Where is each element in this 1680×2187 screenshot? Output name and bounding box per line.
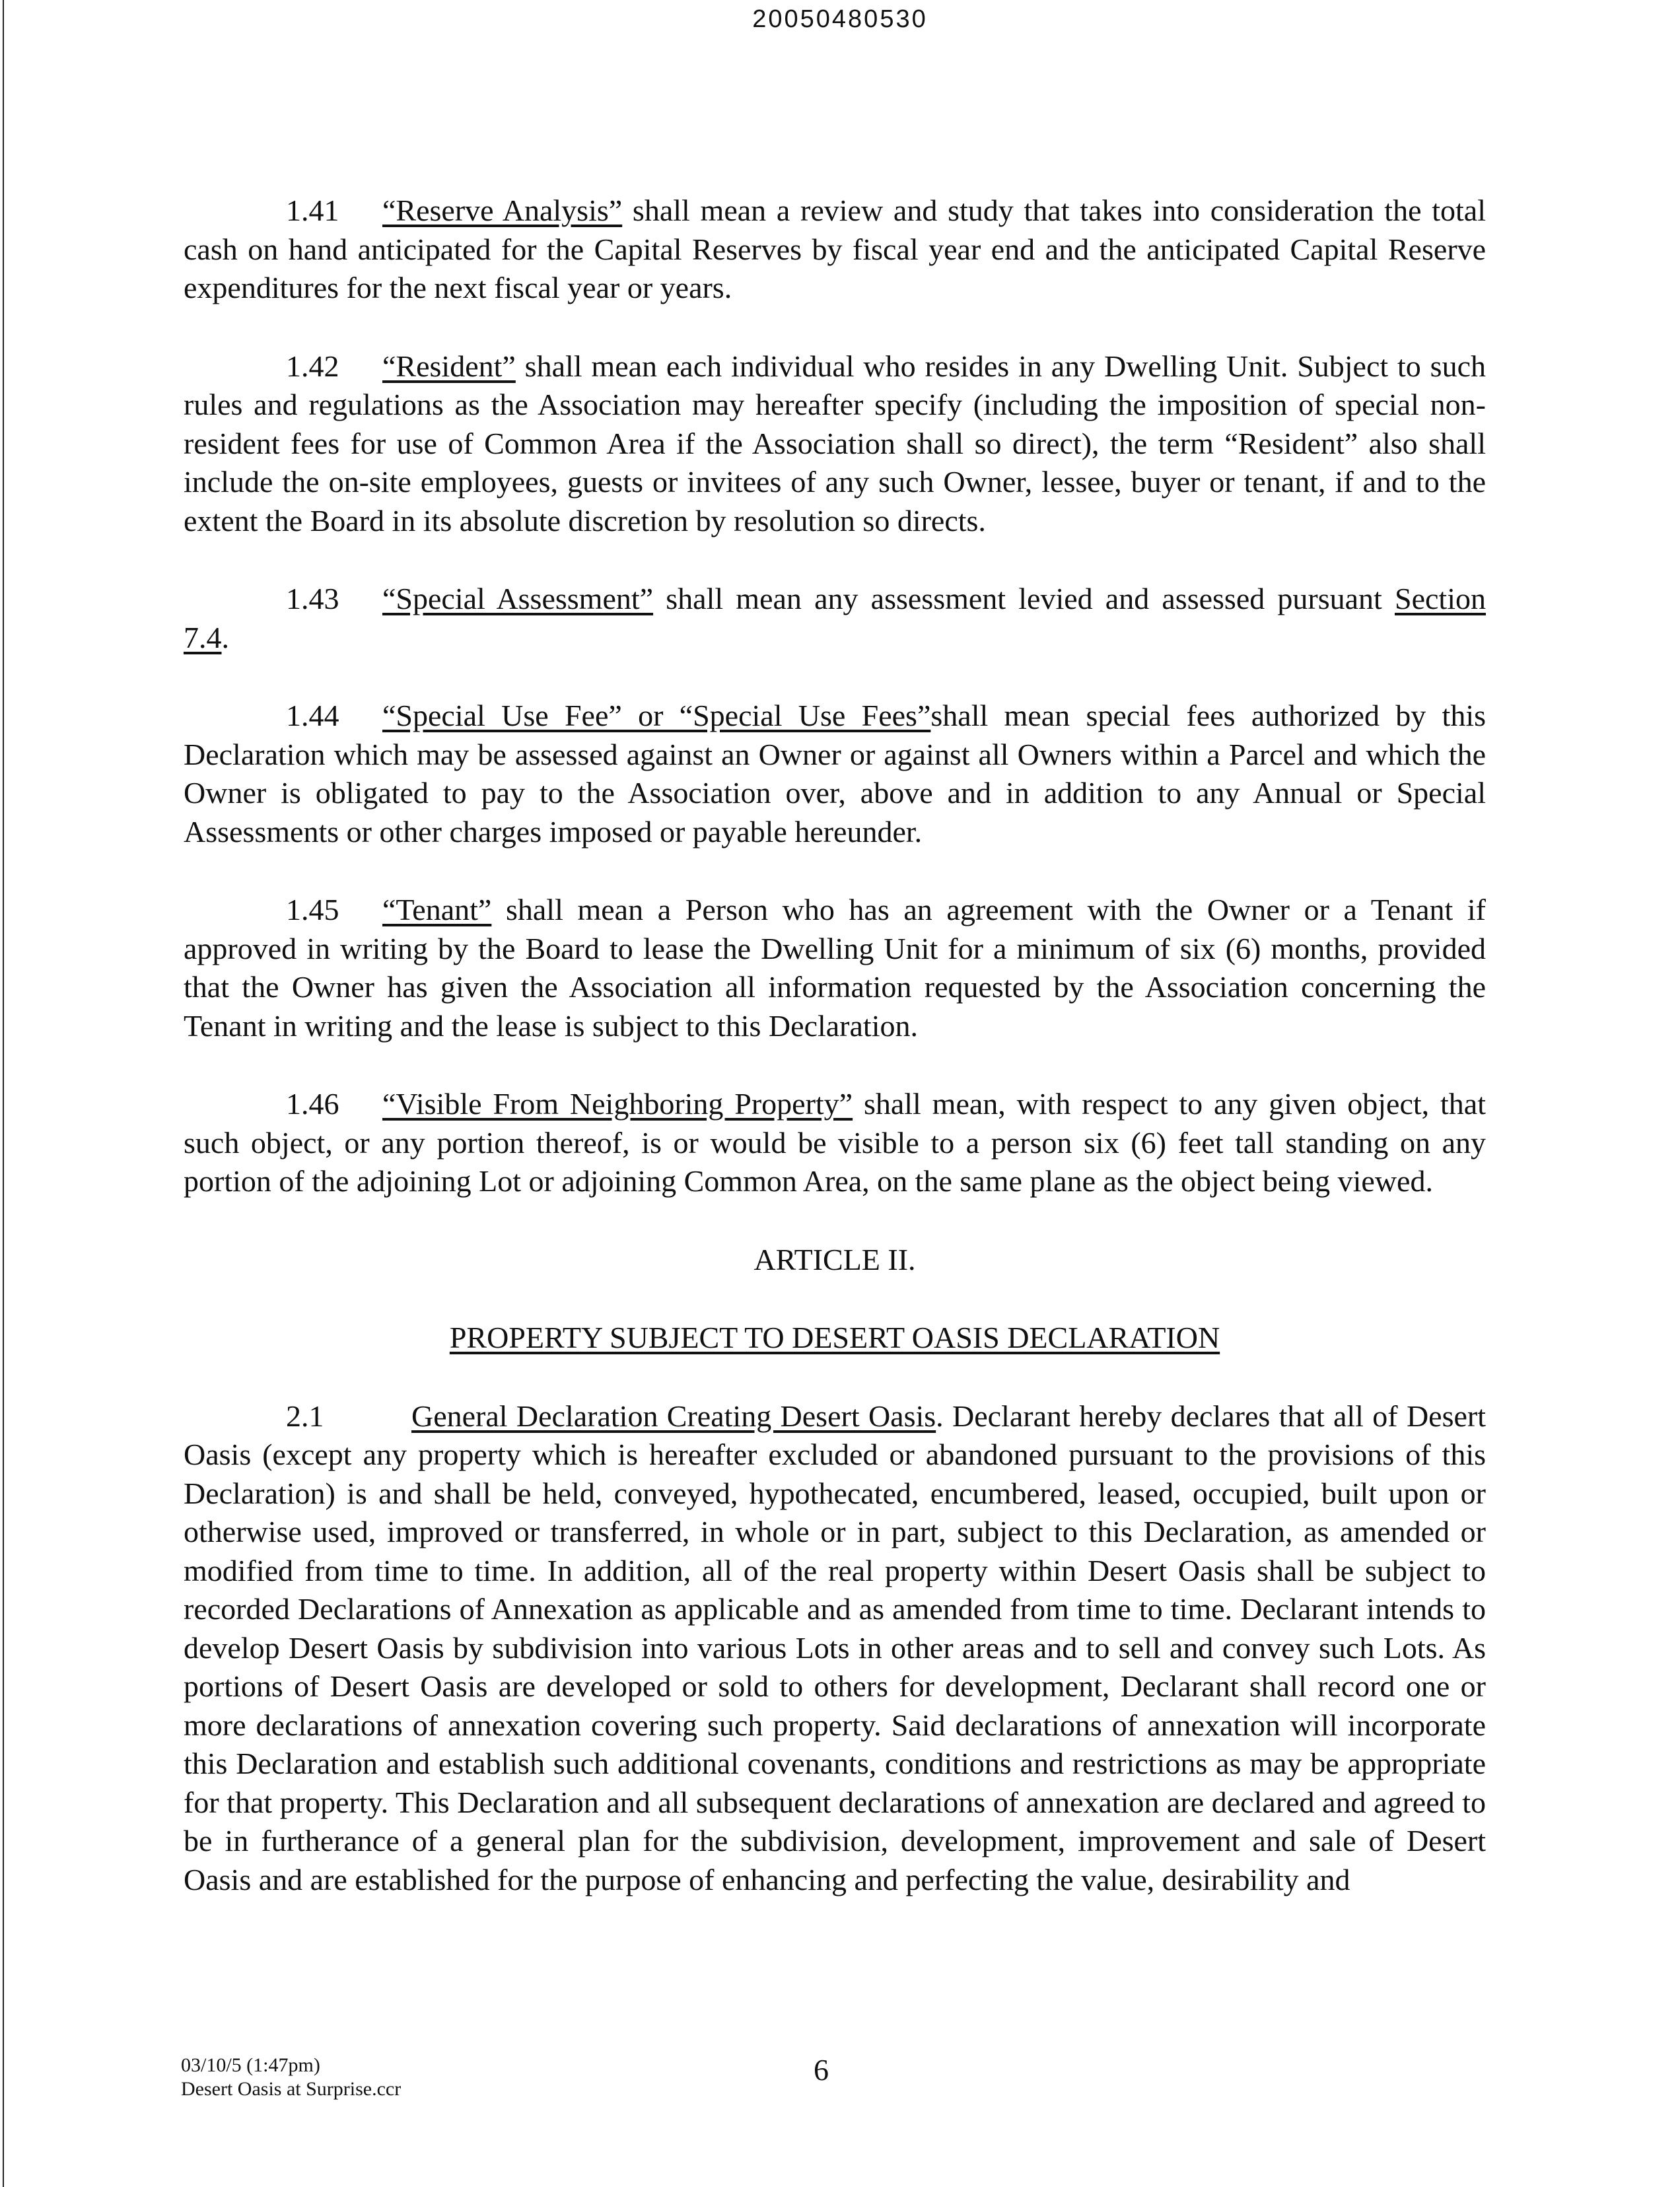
footer-date: 03/10/5 (1:47pm) bbox=[181, 2054, 320, 2076]
defined-term: “Special Assessment” bbox=[382, 582, 654, 615]
defined-term: “Special Use Fee” or “Special Use Fees” bbox=[382, 699, 931, 732]
section-1-44 bbox=[184, 697, 1486, 851]
section-1-46 bbox=[184, 1085, 1486, 1201]
page-number: 6 bbox=[814, 2053, 829, 2087]
section-1-45 bbox=[184, 891, 1486, 1045]
section-number: 1.43 bbox=[286, 582, 339, 615]
section-text: shall mean each individual who resides in any Dwelling Unit. Subject to such rules and regulations as the Association may hereafter specify (including the imposition of special non-resident fees for use of Common Area if the Association shall so direct), the term “Resident” also shall include the on-site employees, guests or invitees of any such Owner, lessee, buyer or tenant, if and to the extent the Board in its absolute discretion by resolution so directs. bbox=[184, 349, 1486, 538]
section-number: 1.41 bbox=[286, 193, 339, 227]
section-text: shall mean a review and study that takes into consideration the total cash on hand anticipated for the Capital Reserves by fiscal year end and the anticipated Capital Reserve expenditures for the next fiscal year or years. bbox=[184, 193, 1486, 304]
article-subtitle-text: PROPERTY SUBJECT TO DESERT OASIS DECLARATION bbox=[449, 1321, 1220, 1354]
section-heading: General Declaration Creating Desert Oasis bbox=[411, 1399, 936, 1433]
section-2-1 bbox=[184, 1397, 1486, 1900]
section-reference: Section 7.4 bbox=[184, 582, 1486, 654]
section-text: shall mean special fees authorized by this Declaration which may be assessed against an Owner or against all Owners within a Parcel and which the Owner is obligated to pay to the Association over, above and in addition to any Annual or Special Assessments or other charges imposed or payable hereunder. bbox=[184, 699, 1487, 849]
defined-term: “Tenant” bbox=[382, 893, 492, 926]
section-number: 1.46 bbox=[286, 1087, 339, 1121]
section-text: shall mean any assessment levied and assessed pursuant bbox=[653, 582, 1395, 615]
defined-term: “Visible From Neighboring Property” bbox=[382, 1087, 853, 1121]
section-number: 2.1 bbox=[286, 1399, 324, 1433]
section-text: shall mean, with respect to any given object, that such object, or any portion thereof, is or would be visible to a person six (6) feet tall standing on any portion of the adjoining Lot or adjoining Common Area, on the same plane as the object being viewed. bbox=[184, 1087, 1486, 1198]
article-subtitle bbox=[184, 1319, 1486, 1358]
section-number: 1.44 bbox=[286, 699, 339, 732]
section-number: 1.42 bbox=[286, 349, 339, 383]
page-left-edge bbox=[3, 0, 4, 2187]
footer-info bbox=[181, 2054, 401, 2101]
section-1-41 bbox=[184, 191, 1486, 308]
section-text-end: . bbox=[221, 620, 229, 654]
section-text: shall mean a Person who has an agreement with the Owner or a Tenant if approved in writing by the Board to lease the Dwelling Unit for a minimum of six (6) months, provided that the Owner has given the Association all information requested by the Association concerning the Tenant in writing and the lease is subject to this Declaration. bbox=[184, 893, 1486, 1043]
defined-term: “Reserve Analysis” bbox=[382, 193, 623, 227]
footer-filename: Desert Oasis at Surprise.ccr bbox=[181, 2078, 402, 2100]
section-number: 1.45 bbox=[286, 893, 339, 926]
document-number: 20050480530 bbox=[752, 5, 928, 33]
defined-term: “Resident” bbox=[382, 349, 516, 383]
article-title: ARTICLE II. bbox=[753, 1242, 916, 1276]
section-text: . Declarant hereby declares that all of Desert Oasis (except any property which is hereafter excluded or abandoned pursuant to the provisions of this Declaration) is and shall be held, conveyed, hypothecated, encumbered, leased, occupied, built upon or otherwise used, improved or transferred, in whole or in part, subject to this Declaration, as amended or modified from time to time. In addition, all of the real property within Desert Oasis shall be subject to recorded Declarations of Annexation as applicable and as amended from time to time. Declarant intends to develop Desert Oasis by subdivision into various Lots in other areas and to sell and convey such Lots. As portions of Desert Oasis are developed or sold to others for development, Declarant shall record one or more declarations of annexation covering such property. Said declarations of annexation will incorporate this Declaration and establish such additional covenants, conditions and restrictions as may be appropriate for that property. This Declaration and all subsequent declarations of annexation are declared and agreed to be in furtherance of a general plan for the subdivision, development, improvement and sale of Desert Oasis and are established for the purpose of enhancing and perfecting the value, desirability and bbox=[184, 1399, 1486, 1896]
section-1-42 bbox=[184, 347, 1486, 541]
section-1-43 bbox=[184, 580, 1486, 657]
document-body bbox=[184, 191, 1486, 1939]
